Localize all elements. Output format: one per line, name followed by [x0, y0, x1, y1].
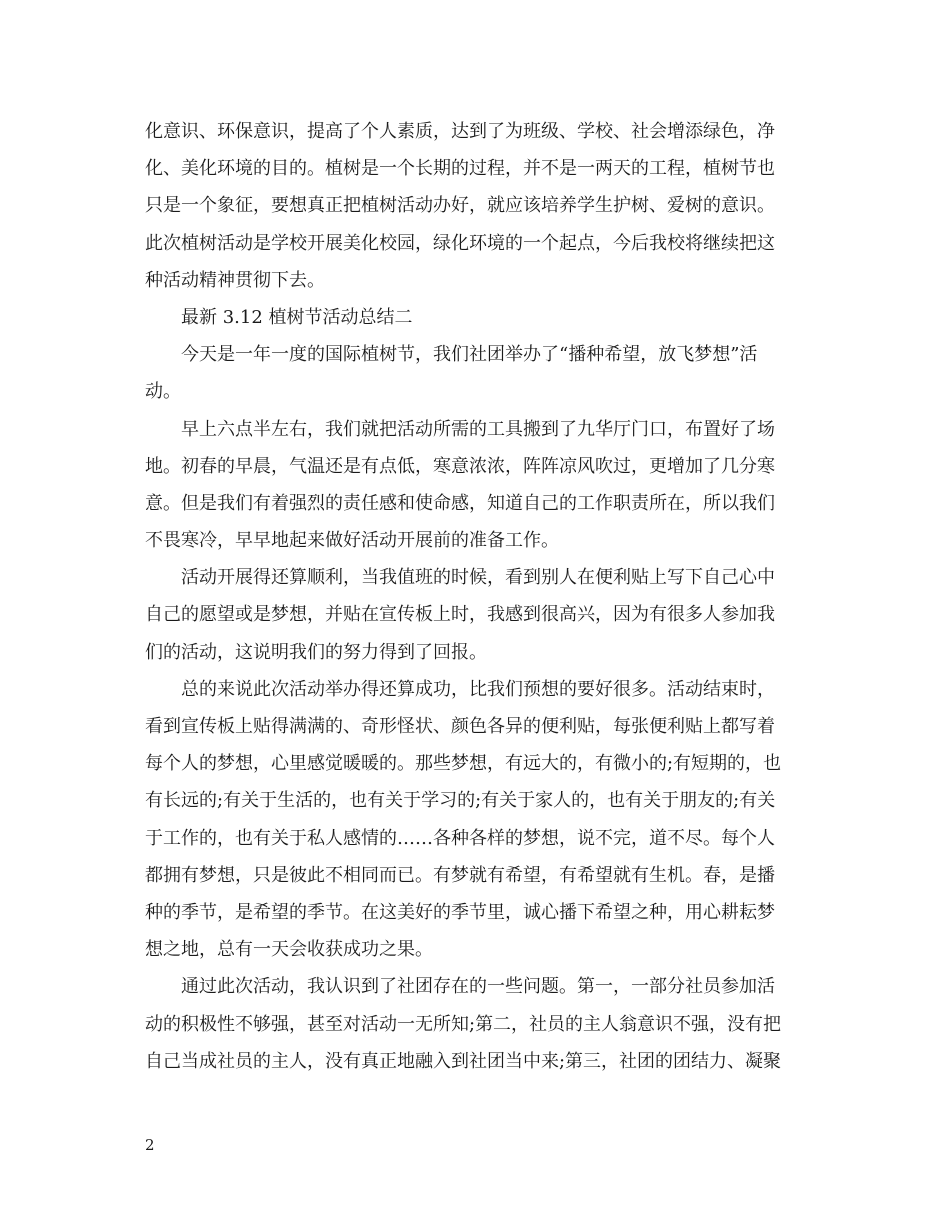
text-line: 不畏寒冷，早早地起来做好活动开展前的准备工作。 [145, 530, 559, 552]
text-line: 自己的愿望或是梦想，并贴在宣传板上时，我感到很高兴，因为有很多人参加我 [145, 604, 775, 626]
text-line: 化意识、环保意识，提高了个人素质，达到了为班级、学校、社会增添绿色，净 [145, 121, 775, 142]
text-line: 于工作的，也有关于私人感情的……各种各样的梦想，说不完，道不尽。每个人 [145, 827, 775, 849]
text-line: 意。但是我们有着强烈的责任感和使命感，知道自己的工作职责所在，所以我们 [145, 492, 775, 514]
page-number: 2 [145, 1136, 155, 1154]
text-line: 早上六点半左右，我们就把活动所需的工具搬到了九华厅门口，布置好了场 [181, 418, 775, 440]
text-line: 每个人的梦想，心里感觉暖暖的。那些梦想，有远大的，有微小的;有短期的，也 [145, 753, 782, 775]
text-line: 只是一个象征，要想真正把植树活动办好，就应该培养学生护树、爱树的意识。 [145, 195, 775, 217]
text-line: 动的积极性不够强，甚至对活动一无所知;第二，社员的主人翁意识不强，没有把 [145, 1013, 782, 1035]
text-line: 们的活动，这说明我们的努力得到了回报。 [145, 641, 487, 663]
text-line: 有长远的;有关于生活的，也有关于学习的;有关于家人的，也有关于朋友的;有关 [145, 790, 776, 812]
text-line: 地。初春的早晨，气温还是有点低，寒意浓浓，阵阵凉风吹过，更增加了几分寒 [145, 455, 775, 477]
text-line: 化、美化环境的目的。植树是一个长期的过程，并不是一两天的工程，植树节也 [145, 158, 775, 180]
text-line: 动。 [145, 381, 181, 403]
section-heading: 最新 3.12 植树节活动总结二 [181, 306, 413, 328]
text-line: 总的来说此次活动举办得还算成功，比我们预想的要好很多。活动结束时， [181, 678, 775, 700]
text-line: 种的季节，是希望的季节。在这美好的季节里，诚心播下希望之种，用心耕耘梦 [145, 901, 775, 923]
text-line: 种活动精神贯彻下去。 [145, 269, 325, 291]
body-text [145, 113, 810, 1080]
text-line: 此次植树活动是学校开展美化校园，绿化环境的一个起点，今后我校将继续把这 [145, 232, 775, 254]
text-line: 都拥有梦想，只是彼此不相同而已。有梦就有希望，有希望就有生机。春，是播 [145, 864, 775, 886]
text-line: 想之地，总有一天会收获成功之果。 [145, 939, 433, 961]
text-line: 自己当成社员的主人，没有真正地融入到社团当中来;第三，社团的团结力、凝聚 [145, 1050, 782, 1072]
text-line: 看到宣传板上贴得满满的、奇形怪状、颜色各异的便利贴，每张便利贴上都写着 [145, 716, 775, 737]
text-line: 活动开展得还算顺利，当我值班的时候，看到别人在便利贴上写下自己心中 [181, 567, 775, 589]
text-line: 今天是一年一度的国际植树节，我们社团举办了“播种希望，放飞梦想”活 [181, 344, 758, 366]
text-line: 通过此次活动，我认识到了社团存在的一些问题。第一，一部分社员参加活 [181, 976, 775, 998]
